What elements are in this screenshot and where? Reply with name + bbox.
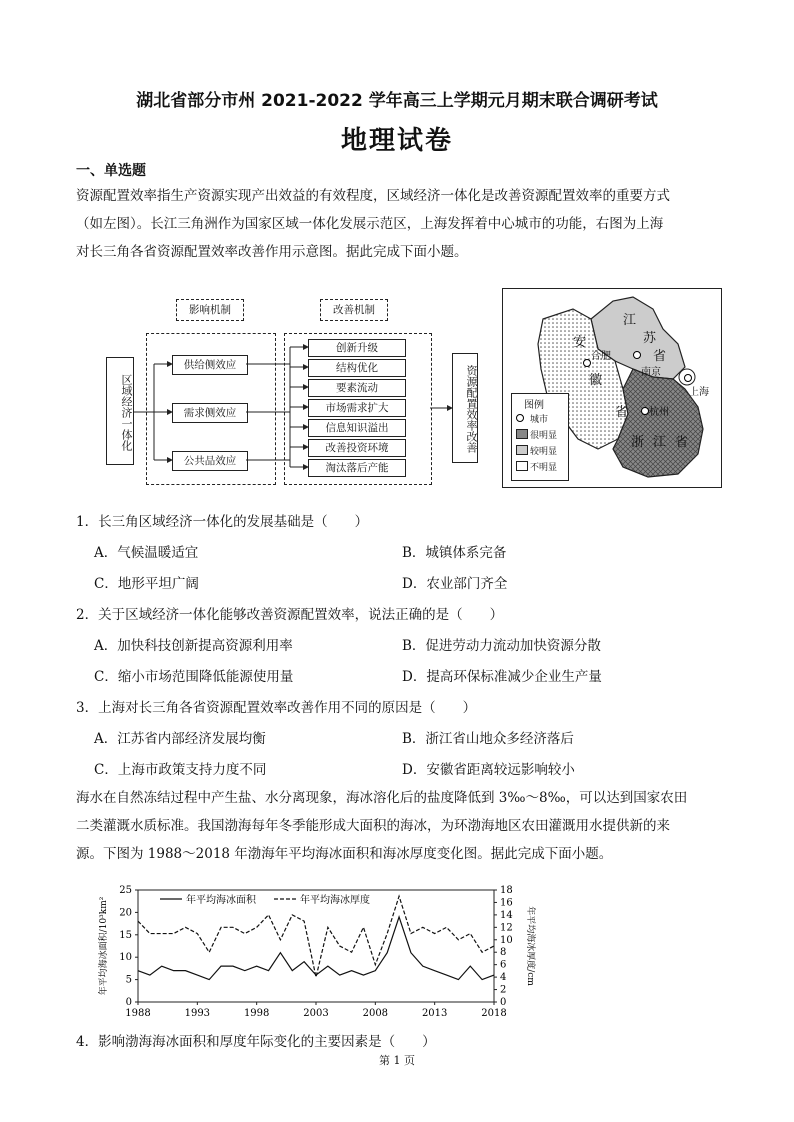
- mechanism-box: 创新升级: [308, 339, 406, 357]
- question-1-option-a: A．气候温暖适宜: [94, 545, 199, 561]
- right-box: 资源配置效率改善: [452, 353, 478, 463]
- effect-box: 供给侧效应: [172, 355, 248, 375]
- passage-2-line: 源。下图为 1988～2018 年渤海年平均海冰面积和海冰厚度变化图。据此完成下面小题。: [76, 846, 613, 862]
- city-legend-icon: [516, 414, 524, 422]
- question-2-option-c: C．缩小市场范围降低能源使用量: [94, 669, 294, 685]
- yangtze-delta-map: [502, 288, 722, 488]
- y-left-tick-label: 15: [119, 929, 132, 941]
- question-3-option-a: A．江苏省内部经济发展均衡: [94, 731, 266, 747]
- question-1-option-d: D．农业部门齐全: [402, 576, 508, 592]
- y-right-tick-label: 4: [500, 972, 507, 984]
- map-label: 安: [573, 335, 587, 350]
- y-right-tick-label: 2: [500, 984, 507, 996]
- passage-1-line: （如左图）。长江三角洲作为国家区域一体化发展示范区，上海发挥着中心城市的功能，右图为上海: [76, 216, 664, 232]
- improve-title: 改善机制: [320, 299, 388, 321]
- y-right-tick-label: 12: [500, 922, 513, 934]
- x-tick-label: 2003: [303, 1008, 329, 1019]
- passage-1: [76, 182, 726, 266]
- mechanism-box: 结构优化: [308, 359, 406, 377]
- map-label: 浙: [631, 435, 645, 450]
- legend-label: 较明显: [530, 447, 558, 457]
- map-label: 江: [623, 313, 637, 328]
- city-dot: [684, 374, 692, 382]
- question-3-option-b: B．浙江省山地众多经济落后: [402, 731, 574, 747]
- y-left-tick-label: 25: [119, 885, 132, 896]
- mechanism-flowchart: [100, 295, 480, 490]
- city-label: 杭州: [649, 407, 669, 418]
- question-4-stem: 4．影响渤海海冰面积和厚度年际变化的主要因素是（ ）: [76, 1034, 436, 1050]
- question-1-option-b: B．城镇体系完备: [402, 545, 507, 561]
- legend-label: 不明显: [530, 463, 558, 473]
- x-tick-label: 1998: [243, 1008, 270, 1019]
- exam-title: 湖北省部分市州 2021-2022 学年高三上学期元月期末联合调研考试: [136, 91, 658, 111]
- question-3-option-c: C．上海市政策支持力度不同: [94, 762, 267, 778]
- passage-2-line: 二类灌溉水质标准。我国渤海每年冬季能形成大面积的海冰，为环渤海地区农田灌溉用水提供新的来: [76, 818, 670, 834]
- flowchart-arrows: [100, 295, 480, 490]
- passage-1-line: 资源配置效率指生产资源实现产出效益的有效程度，区域经济一体化是改善资源配置效率的重要方式: [76, 188, 670, 204]
- legend-swatch-medium: [516, 445, 528, 455]
- influence-title: 影响机制: [176, 299, 244, 321]
- map-legend: [511, 393, 569, 481]
- y-right-tick-label: 0: [500, 997, 507, 1008]
- legend-title: 图例: [524, 400, 544, 411]
- question-1-option-c: C．地形平坦广阔: [94, 576, 199, 592]
- passage-1-line: 对长三角各省资源配置效率改善作用示意图。据此完成下面小题。: [76, 244, 468, 260]
- y-left-axis-label: 年平均海冰面积/10³km²: [99, 896, 109, 996]
- series-line-1: [138, 917, 494, 980]
- city-label: 合肥: [591, 351, 611, 362]
- series-line-2: [138, 896, 494, 977]
- y-right-tick-label: 18: [500, 885, 513, 896]
- city-label: 南京: [641, 367, 661, 378]
- legend-label: 年平均海冰面积: [186, 895, 256, 906]
- y-left-tick-label: 0: [125, 997, 132, 1008]
- question-1-stem: 1．长三角区域经济一体化的发展基础是（ ）: [76, 514, 369, 530]
- map-label: 省: [653, 349, 667, 364]
- subject-title: 地理试卷: [340, 126, 453, 156]
- y-right-tick-label: 10: [500, 934, 513, 946]
- city-dot: [641, 407, 649, 415]
- mechanism-box: 信息知识溢出: [308, 419, 406, 437]
- city-label: 上海: [689, 387, 709, 398]
- x-tick-label: 2018: [481, 1008, 507, 1019]
- legend-swatch-strong: [516, 429, 528, 439]
- mechanism-box: 市场需求扩大: [308, 399, 406, 417]
- sea-ice-chart: [96, 880, 536, 1025]
- left-box: 区域经济一体化: [106, 357, 134, 465]
- y-left-tick-label: 5: [125, 974, 132, 986]
- legend-label: 城市: [530, 415, 549, 425]
- x-tick-label: 2008: [362, 1008, 389, 1019]
- mechanism-box: 改善投资环境: [308, 439, 406, 457]
- x-tick-label: 1993: [184, 1008, 211, 1019]
- effect-box: 公共品效应: [172, 451, 248, 471]
- page-footer: 第 1 页: [379, 1054, 415, 1067]
- effect-box: 需求侧效应: [172, 403, 248, 423]
- mechanism-box: 要素流动: [308, 379, 406, 397]
- question-3-stem: 3．上海对长三角各省资源配置效率改善作用不同的原因是（ ）: [76, 700, 477, 716]
- mechanism-box: 淘汰落后产能: [308, 459, 406, 477]
- y-right-tick-label: 8: [500, 947, 507, 959]
- map-label: 江: [653, 435, 667, 450]
- passage-2-line: 海水在自然冻结过程中产生盐、水分离现象，海冰溶化后的盐度降低到 3‰～8‰，可以达到国家农田: [76, 790, 688, 806]
- city-dot: [633, 351, 641, 359]
- legend-label: 很明显: [530, 431, 558, 441]
- passage-2: [76, 784, 726, 868]
- y-left-tick-label: 20: [119, 907, 132, 919]
- question-3-option-d: D．安徽省距离较远影响较小: [402, 762, 575, 778]
- y-right-axis-label: 年平均海冰厚度/cm: [525, 906, 535, 986]
- map-label: 省: [615, 405, 629, 420]
- question-2-stem: 2．关于区域经济一体化能够改善资源配置效率，说法正确的是（ ）: [76, 607, 504, 623]
- x-tick-label: 2013: [421, 1008, 448, 1019]
- map-label: 苏: [643, 331, 657, 346]
- question-2-option-d: D．提高环保标准减少企业生产量: [402, 669, 602, 685]
- city-dot: [583, 359, 591, 367]
- y-right-tick-label: 6: [500, 959, 507, 971]
- plot-frame: [138, 890, 494, 1002]
- map-label: 省: [675, 435, 689, 450]
- map-label: 徽: [589, 373, 603, 388]
- question-2-option-a: A．加快科技创新提高资源利用率: [94, 638, 293, 654]
- question-2-option-b: B．促进劳动力流动加快资源分散: [402, 638, 601, 654]
- y-right-tick-label: 14: [500, 909, 513, 921]
- legend-swatch-weak: [516, 461, 528, 471]
- x-tick-label: 1988: [125, 1008, 151, 1019]
- y-left-tick-label: 10: [119, 952, 132, 964]
- y-right-tick-label: 16: [500, 897, 513, 909]
- legend-label: 年平均海冰厚度: [300, 895, 370, 906]
- section-heading: 一、单选题: [76, 163, 146, 179]
